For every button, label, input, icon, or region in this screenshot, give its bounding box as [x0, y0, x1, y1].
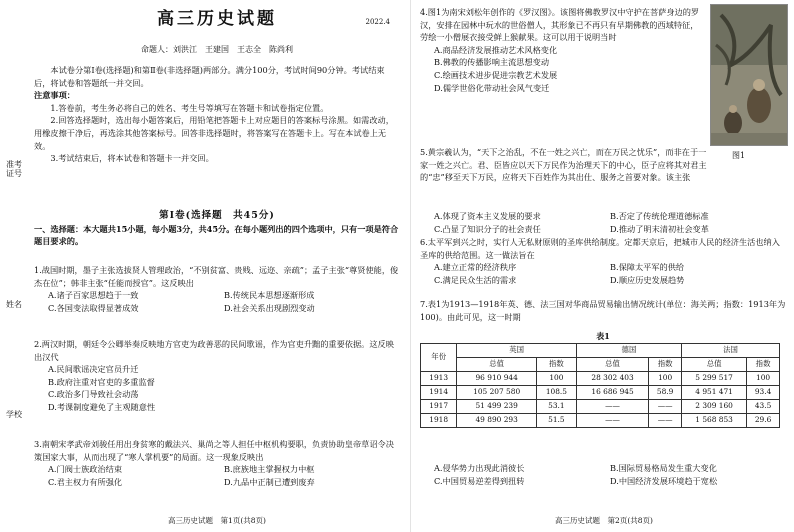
- cell: 5 299 517: [682, 371, 747, 385]
- question-5: [420, 146, 710, 184]
- q7-options: [420, 462, 786, 487]
- header-uk: 英国: [457, 343, 577, 357]
- cell: 51.5: [536, 413, 576, 427]
- q5-options: [420, 210, 786, 235]
- page-right: [420, 0, 788, 532]
- section-desc: 一、选择题：本大题共15小题，每小题3分，共45分。在每小题列出的四个选项中，只有一项是符合题目要求的。: [34, 223, 399, 247]
- q3-stem: 3.南朝宋孝武帝刘骏任用出身贫寒的戴法兴、巢尚之等人担任中枢机构要职，负责协助皇帝草诏令决策国家大事，从而出现了“寒人掌机要”的局面。这一现象反映出: [34, 439, 394, 462]
- cell: 51 499 239: [457, 399, 537, 413]
- school-label: 学校: [6, 410, 22, 419]
- header-index: 指数: [649, 357, 682, 371]
- question-7: [420, 298, 786, 323]
- q3-option-d[interactable]: D.九品中正制已遭到废弃: [224, 476, 315, 487]
- header-france: 法国: [682, 343, 780, 357]
- q2-option-a[interactable]: A.民间歌谣决定官员升迁: [48, 364, 139, 375]
- q5-option-c[interactable]: C.凸显了知识分子的社会责任: [434, 223, 541, 234]
- q3-option-a[interactable]: A.门阀士族政治结束: [48, 464, 123, 475]
- question-1: [34, 264, 400, 314]
- q5-stem: 5.黄宗羲认为，“天下之治乱，不在一姓之兴亡，而在万民之忧乐”，而非在于一家一姓之兴亡。君、臣皆应以天下万民作为治理天下的中心，臣子应将其对君主的“忠”移至天下万民，应将天下百姓作为其出仕、服务之首要对象。该主张: [420, 147, 707, 183]
- q7-stem: 7.表1为1913—1918年英、德、法三国对华商品贸易输出情况统计(单位：海关两；指数：1913年为100)。由此可见，这一时期: [420, 299, 786, 322]
- question-2: [34, 338, 400, 414]
- cell: ——: [649, 399, 682, 413]
- notes-title: 注意事项：: [34, 90, 75, 101]
- cell: 49 890 293: [457, 413, 537, 427]
- q7-option-a[interactable]: A.侵华势力出现此消彼长: [434, 463, 525, 473]
- instructions: [34, 64, 400, 165]
- exam-date: 2022.4: [365, 18, 390, 26]
- q5-option-b[interactable]: B.否定了传统伦理道德标准: [610, 211, 709, 221]
- header-index: 指数: [747, 357, 780, 371]
- figure-label: 图1: [732, 151, 746, 160]
- cell: 100: [536, 371, 576, 385]
- exam-number-label: 准考证号: [6, 160, 22, 178]
- table-row: [421, 413, 780, 427]
- cell: ——: [649, 413, 682, 427]
- cell: 1913: [421, 371, 457, 385]
- q5-option-a[interactable]: A.体现了资本主义发展的要求: [434, 211, 541, 221]
- header-total: 总值: [682, 357, 747, 371]
- table-caption: 表1: [596, 331, 610, 341]
- q6-option-b[interactable]: B.保障太平军的供给: [610, 262, 685, 273]
- q6-stem: 6.太平军到兴之时，实行人无私财原则的圣库供给制度。定都天京后，把城市人民的经济生活也纳入圣库的供给范围。这一做法旨在: [420, 237, 780, 260]
- cell: 108.5: [536, 385, 576, 399]
- q2-option-c[interactable]: C.政治多门导致社会动荡: [48, 389, 139, 400]
- trade-table: [420, 343, 780, 428]
- question-3: [34, 438, 400, 488]
- q1-stem: 1.战国时期，墨子主张选拔贤人管理政治，“不别贫富、贵贱、远迩、亲疏”；孟子主张“尊贤使能，俊杰在位”；韩非主张“任能而授官”。这反映出: [34, 265, 399, 288]
- name-label: 姓名: [6, 300, 22, 309]
- q4-option-b[interactable]: B.佛教的传播影响主流思想变动: [434, 57, 550, 68]
- q3-option-c[interactable]: C.君主权力有所强化: [48, 476, 123, 487]
- q6-option-a[interactable]: A.建立正常的经济秩序: [434, 262, 517, 273]
- q3-option-b[interactable]: B.庶族地主掌握权力中枢: [224, 464, 315, 475]
- section-title: 第Ⅰ卷(选择题 共45分): [159, 210, 275, 221]
- footer-left: 高三历史试题 第1页(共8页): [168, 516, 266, 526]
- cell: 28 302 403: [576, 371, 648, 385]
- question-4: [420, 6, 700, 94]
- table-row: [421, 371, 780, 385]
- note-2: 2.回答选择题时，选出每小题答案后，用铅笔把答题卡上对应题目的答案标号涂黑。如需改动，用橡皮擦干净后，再选涂其他答案标号。回答非选择题时，将答案写在答题卡上。写在本试卷上无效。: [34, 115, 394, 151]
- cell: 58.9: [649, 385, 682, 399]
- q6-option-d[interactable]: D.顺应历史发展趋势: [610, 274, 685, 285]
- question-6: [420, 236, 786, 286]
- q6-option-c[interactable]: C.满足民众生活的需求: [434, 274, 517, 285]
- table-row: [421, 385, 780, 399]
- cell: 96 910 944: [457, 371, 537, 385]
- footer-right: 高三历史试题 第2页(共8页): [555, 516, 653, 526]
- section-header: [34, 210, 400, 248]
- q4-option-c[interactable]: C.绘画技术进步促进宗教艺术发展: [434, 69, 558, 80]
- luohan-painting-image: [710, 4, 788, 146]
- q1-option-b[interactable]: B.传统民本思想逐渐形成: [224, 290, 315, 301]
- trade-table-block: [420, 330, 786, 428]
- cell: 1918: [421, 413, 457, 427]
- cell: 100: [747, 371, 780, 385]
- q1-option-a[interactable]: A.诸子百家思想趋于一致: [48, 290, 139, 301]
- intro-paragraph: 本试卷分第Ⅰ卷(选择题)和第Ⅱ卷(非选择题)两部分。满分100分，考试时间90分钟。考试结束后，将试卷和答题纸一并交回。: [34, 65, 385, 88]
- q7-option-c[interactable]: C.中国贸易逆差得到扭转: [434, 475, 525, 486]
- q2-stem: 2.两汉时期，朝廷令公卿举奏反映地方官吏为政善恶的民间歌谣，作为官吏升黜的重要依据。这反映出汉代: [34, 339, 394, 362]
- page-divider: [410, 0, 411, 532]
- cell: 4 951 471: [682, 385, 747, 399]
- page-left: [34, 0, 400, 532]
- cell: 2 309 160: [682, 399, 747, 413]
- header-year: 年份: [421, 343, 457, 371]
- cell: 105 207 580: [457, 385, 537, 399]
- cell: 29.6: [747, 413, 780, 427]
- cell: 1 568 853: [682, 413, 747, 427]
- q4-option-d[interactable]: D.儒学世俗化带动社会风气变迁: [434, 82, 550, 93]
- cell: 93.4: [747, 385, 780, 399]
- authors-line: 命题人：刘洪江 王建国 王志全 陈尚利: [141, 45, 293, 54]
- note-3: 3.考试结束后，将本试卷和答题卡一并交回。: [50, 153, 214, 164]
- header-index: 指数: [536, 357, 576, 371]
- cell: 1914: [421, 385, 457, 399]
- cell: 1917: [421, 399, 457, 413]
- q2-option-d[interactable]: D.考课制度避免了主观随意性: [48, 401, 156, 412]
- q5-option-d[interactable]: D.推动了明末清初社会变革: [610, 223, 709, 234]
- cell: 53.1: [536, 399, 576, 413]
- q1-option-d[interactable]: D.社会关系出现剧烈变动: [224, 302, 315, 313]
- cell: ——: [576, 413, 648, 427]
- q4-stem: 4.图1为南宋刘松年创作的《罗汉图》。该图将佛教罗汉中守护在菩萨身边的罗汉，安排在园林中玩水的世俗僧人，其形象已不再只有早期佛教的西域特征，劳绘一小僧展衣接受鲜上猴献果。这可以用于说明当时: [420, 7, 700, 43]
- table-row: [421, 399, 780, 413]
- cell: 43.5: [747, 399, 780, 413]
- cell: 16 686 945: [576, 385, 648, 399]
- header-germany: 德国: [576, 343, 681, 357]
- header-total: 总值: [576, 357, 648, 371]
- note-1: 1.答卷前，考生务必将自己的姓名、考生号等填写在答题卡和试卷指定位置。: [50, 102, 329, 113]
- cell: 100: [649, 371, 682, 385]
- header-total: 总值: [457, 357, 537, 371]
- q1-option-c[interactable]: C.各国变法取得显著成效: [48, 302, 139, 313]
- q2-option-b[interactable]: B.政府注重对官吏的多重监督: [48, 376, 155, 387]
- cell: ——: [576, 399, 648, 413]
- q4-option-a[interactable]: A.商品经济发展推动艺术风格变化: [434, 44, 558, 55]
- q7-option-d[interactable]: D.中国经济发展环境趋于宽松: [610, 475, 718, 486]
- q7-option-b[interactable]: B.国际贸易格局发生重大变化: [610, 463, 717, 473]
- page-title: 高三历史试题: [157, 9, 277, 29]
